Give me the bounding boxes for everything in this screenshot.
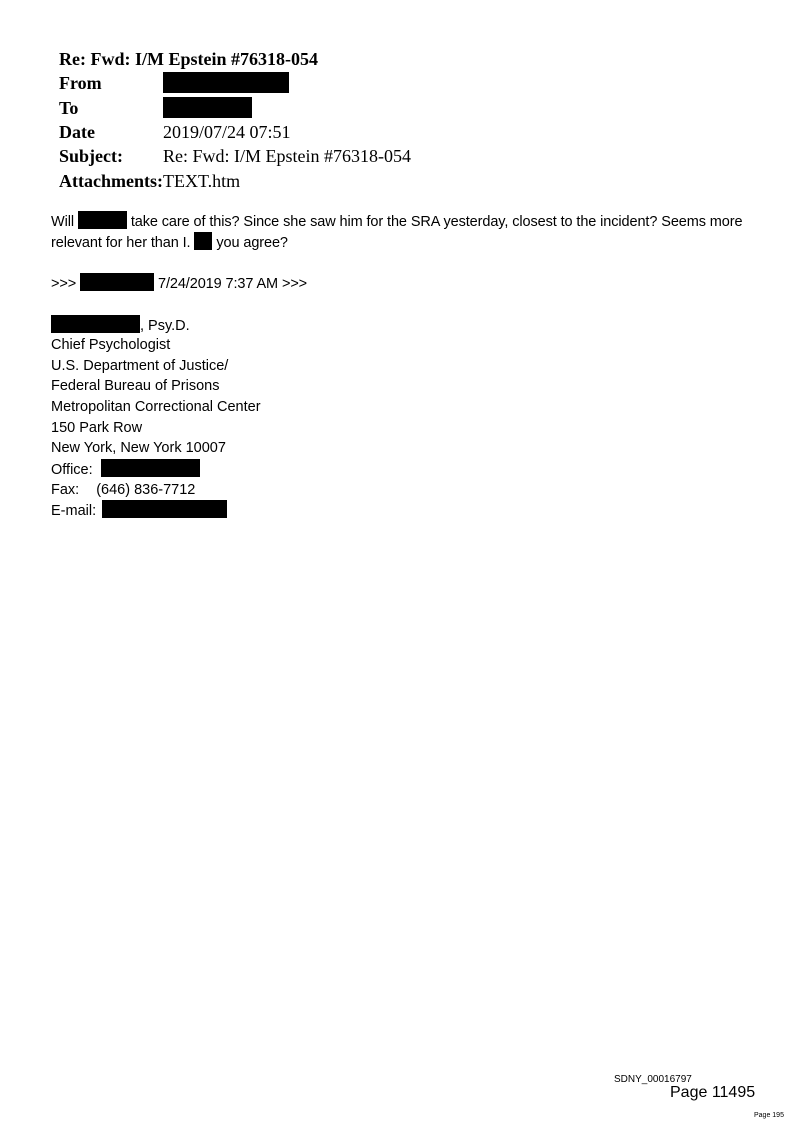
office-label: Office:	[51, 462, 93, 478]
date-label: Date	[59, 122, 95, 142]
body-text: take care of this? Since she saw him for the SRA yesterday, closest to the incident? Seems more	[130, 214, 743, 230]
body-text: Will	[51, 214, 74, 230]
attachments-label: Attachments:	[59, 171, 163, 191]
quote-timestamp: 7/24/2019 7:37 AM >>>	[157, 276, 308, 292]
bates-number: SDNY_00016797	[614, 1074, 692, 1085]
signature-street: 150 Park Row	[51, 420, 143, 436]
date-value: 2019/07/24 07:51	[163, 122, 291, 142]
signature-email-line	[51, 500, 227, 521]
email-label: E-mail:	[51, 503, 97, 519]
body-line-1	[51, 211, 742, 232]
signature-fax-line	[51, 480, 195, 500]
attachments-value: TEXT.htm	[163, 171, 241, 191]
redaction-to	[163, 97, 252, 118]
quote-line	[51, 273, 307, 294]
subject-value: Re: Fwd: I/M Epstein #76318-054	[163, 146, 411, 166]
signature-title: Chief Psychologist	[51, 337, 171, 353]
body-text: you agree?	[216, 235, 288, 251]
page-number: Page 11495	[670, 1084, 756, 1101]
small-page-number: Page 195	[754, 1112, 784, 1119]
quote-marker: >>>	[51, 276, 77, 292]
subject-label: Subject:	[59, 146, 123, 166]
redaction-from	[163, 72, 289, 93]
body-line-2	[51, 232, 288, 253]
signature-name-line	[51, 315, 190, 336]
signature-office-line	[51, 459, 200, 480]
from-label: From	[59, 73, 102, 93]
redaction-signer	[51, 315, 140, 333]
redaction-sender	[80, 273, 154, 291]
redaction-office-phone	[101, 459, 200, 477]
to-label: To	[59, 98, 79, 118]
signature-org-1: U.S. Department of Justice/	[51, 358, 229, 374]
redaction-email	[102, 500, 227, 518]
signature-org-2: Federal Bureau of Prisons	[51, 378, 220, 394]
redaction-name	[194, 232, 212, 250]
signature-facility: Metropolitan Correctional Center	[51, 399, 261, 415]
body-text: relevant for her than I.	[51, 235, 191, 251]
fax-value: (646) 836-7712	[96, 482, 196, 498]
redaction-name	[78, 211, 127, 229]
email-title: Re: Fwd: I/M Epstein #76318-054	[59, 49, 318, 69]
signature-city: New York, New York 10007	[51, 440, 226, 456]
signature-credential: , Psy.D.	[140, 318, 190, 334]
fax-label: Fax:	[51, 482, 80, 498]
